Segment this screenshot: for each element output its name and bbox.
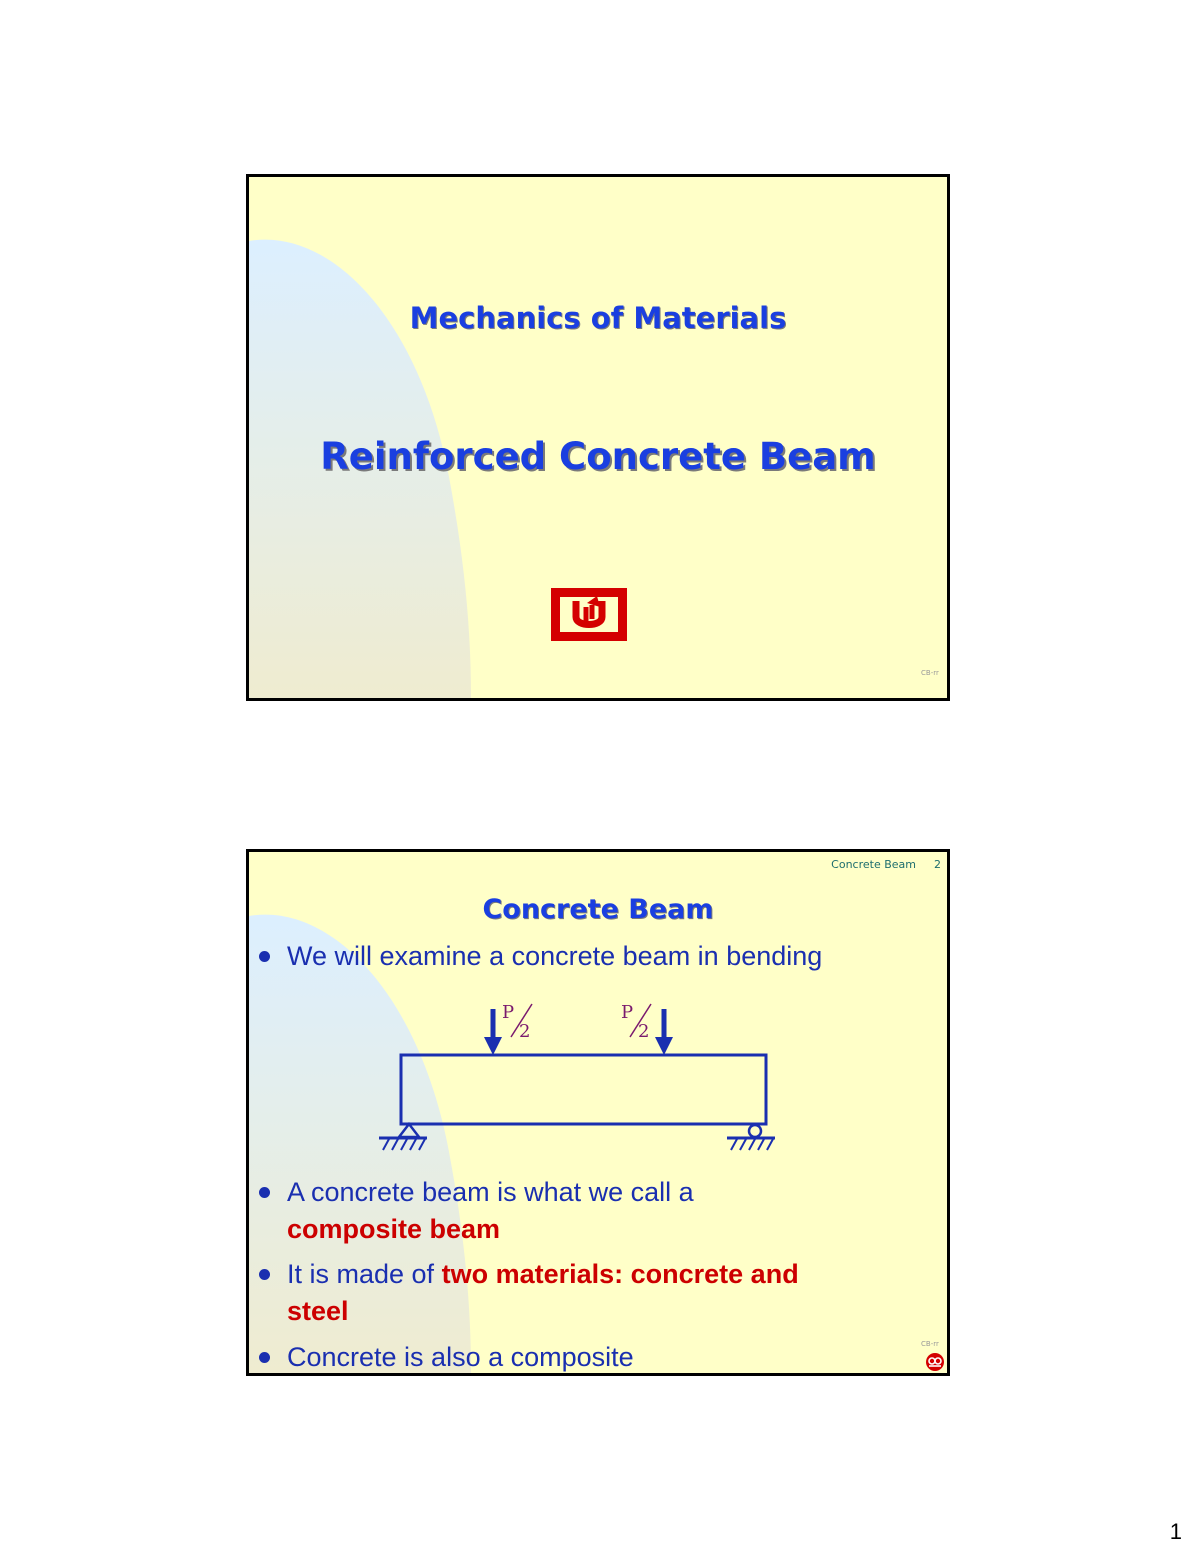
header-label: Concrete Beam	[831, 858, 916, 871]
bullet-dot	[259, 1352, 270, 1363]
bullet-text: A concrete beam is what we call a	[287, 1177, 694, 1207]
corner-mark: CB-rr	[921, 1340, 939, 1348]
bullet-item	[257, 1339, 897, 1376]
bullet-text: Concrete is also a composite	[287, 1342, 634, 1372]
beam	[401, 1055, 766, 1124]
roller-support-icon	[727, 1125, 775, 1150]
right-load-label-den: 2	[638, 1021, 650, 1042]
slide-number: 2	[934, 858, 941, 871]
u-arrow-logo-icon	[556, 593, 622, 636]
title-slide	[246, 174, 950, 701]
page-number: 1	[1169, 1519, 1182, 1544]
slide-title: Reinforced Concrete Beam	[320, 435, 876, 478]
bullet-text: We will examine a concrete beam in bending	[287, 941, 823, 971]
bullet-dot	[259, 1187, 270, 1198]
university-logo	[551, 588, 627, 641]
bullet-item	[257, 1174, 897, 1248]
bullet-highlight: two materials: concrete and steel	[287, 1259, 799, 1326]
bullet-dot	[259, 1269, 270, 1280]
left-load-arrow-icon	[484, 1009, 502, 1055]
navigation-icon[interactable]	[925, 1352, 945, 1372]
right-load-arrow-icon	[655, 1009, 673, 1055]
slide-title: Concrete Beam	[482, 894, 714, 925]
content-slide	[246, 849, 950, 1376]
right-load-label-num: P	[621, 1002, 634, 1023]
bullet-highlight: composite beam	[287, 1214, 501, 1244]
left-load-label-den: 2	[519, 1021, 531, 1042]
bullet-item	[257, 1256, 897, 1330]
left-load-label-num: P	[502, 1002, 515, 1023]
pin-support-icon	[379, 1124, 427, 1150]
slide-subtitle: Mechanics of Materials	[409, 301, 787, 335]
bullet-text: It is made of	[287, 1259, 442, 1289]
corner-mark: CB-rr	[921, 669, 939, 677]
